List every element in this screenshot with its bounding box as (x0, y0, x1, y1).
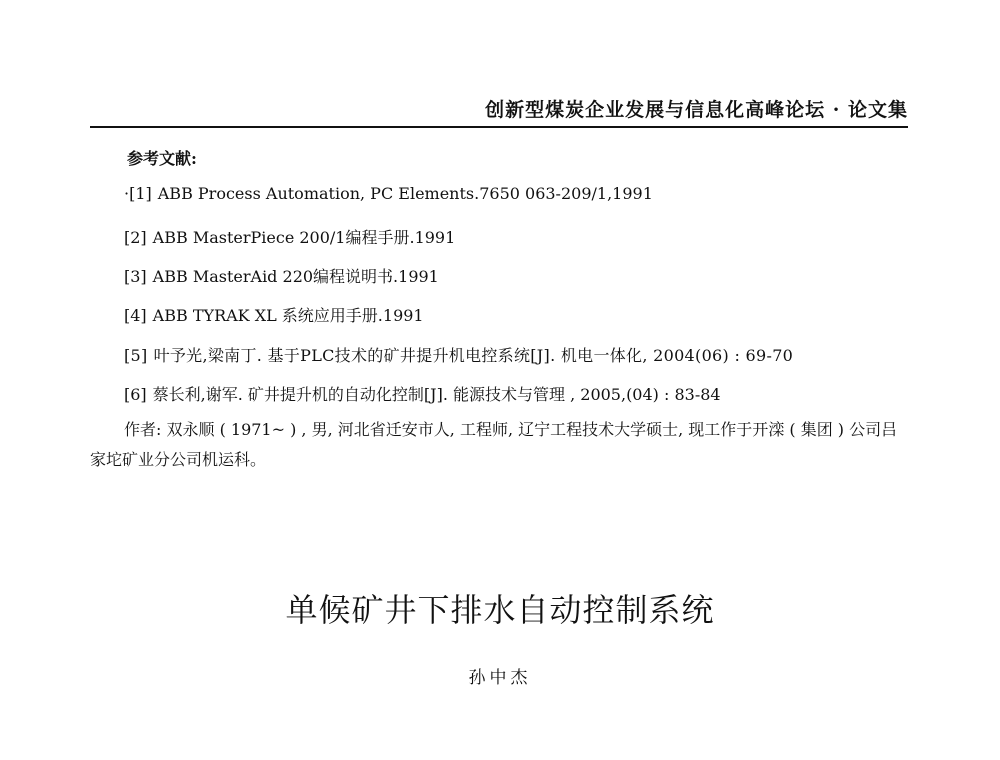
reference-number: [2] (124, 228, 147, 247)
reference-item (124, 225, 455, 248)
reference-item (124, 303, 424, 326)
reference-number: [3] (124, 267, 147, 286)
reference-text: 叶予光,梁南丁. 基于PLC技术的矿井提升机电控系统[J]. 机电一体化, 2004(06) : 69-70 (153, 346, 794, 365)
reference-item (124, 382, 721, 405)
reference-text: ABB MasterPiece 200/1编程手册.1991 (152, 228, 456, 247)
paper-title: 单候矿井下排水自动控制系统 (285, 591, 715, 629)
reference-text: 蔡长利,谢军. 矿井提升机的自动化控制[J]. 能源技术与管理 , 2005,(04) : 83-84 (152, 385, 721, 404)
reference-number: ·[1] (124, 184, 152, 203)
header-rule (90, 126, 908, 128)
references-heading: 参考文献: (127, 149, 197, 168)
running-header: 创新型煤炭企业发展与信息化高峰论坛 · 论文集 (485, 99, 908, 121)
paper-author: 孙中杰 (468, 668, 532, 688)
reference-number: [4] (124, 306, 147, 325)
reference-number: [6] (124, 385, 147, 404)
reference-text: ABB Process Automation, PC Elements.7650 063-209/1,1991 (157, 184, 653, 203)
reference-item (124, 184, 653, 203)
reference-number: [5] (124, 346, 148, 365)
reference-item (124, 264, 439, 287)
author-note: 作者: 双永顺 ( 1971~ ) , 男, 河北省迁安市人, 工程师, 辽宁工程技术大学硕士, 现工作于开滦 ( 集团 ) 公司吕家坨矿业分公司机运科。 (90, 420, 898, 469)
reference-item (124, 343, 793, 366)
reference-text: ABB MasterAid 220编程说明书.1991 (152, 267, 439, 286)
reference-text: ABB TYRAK XL 系统应用手册.1991 (152, 306, 424, 325)
